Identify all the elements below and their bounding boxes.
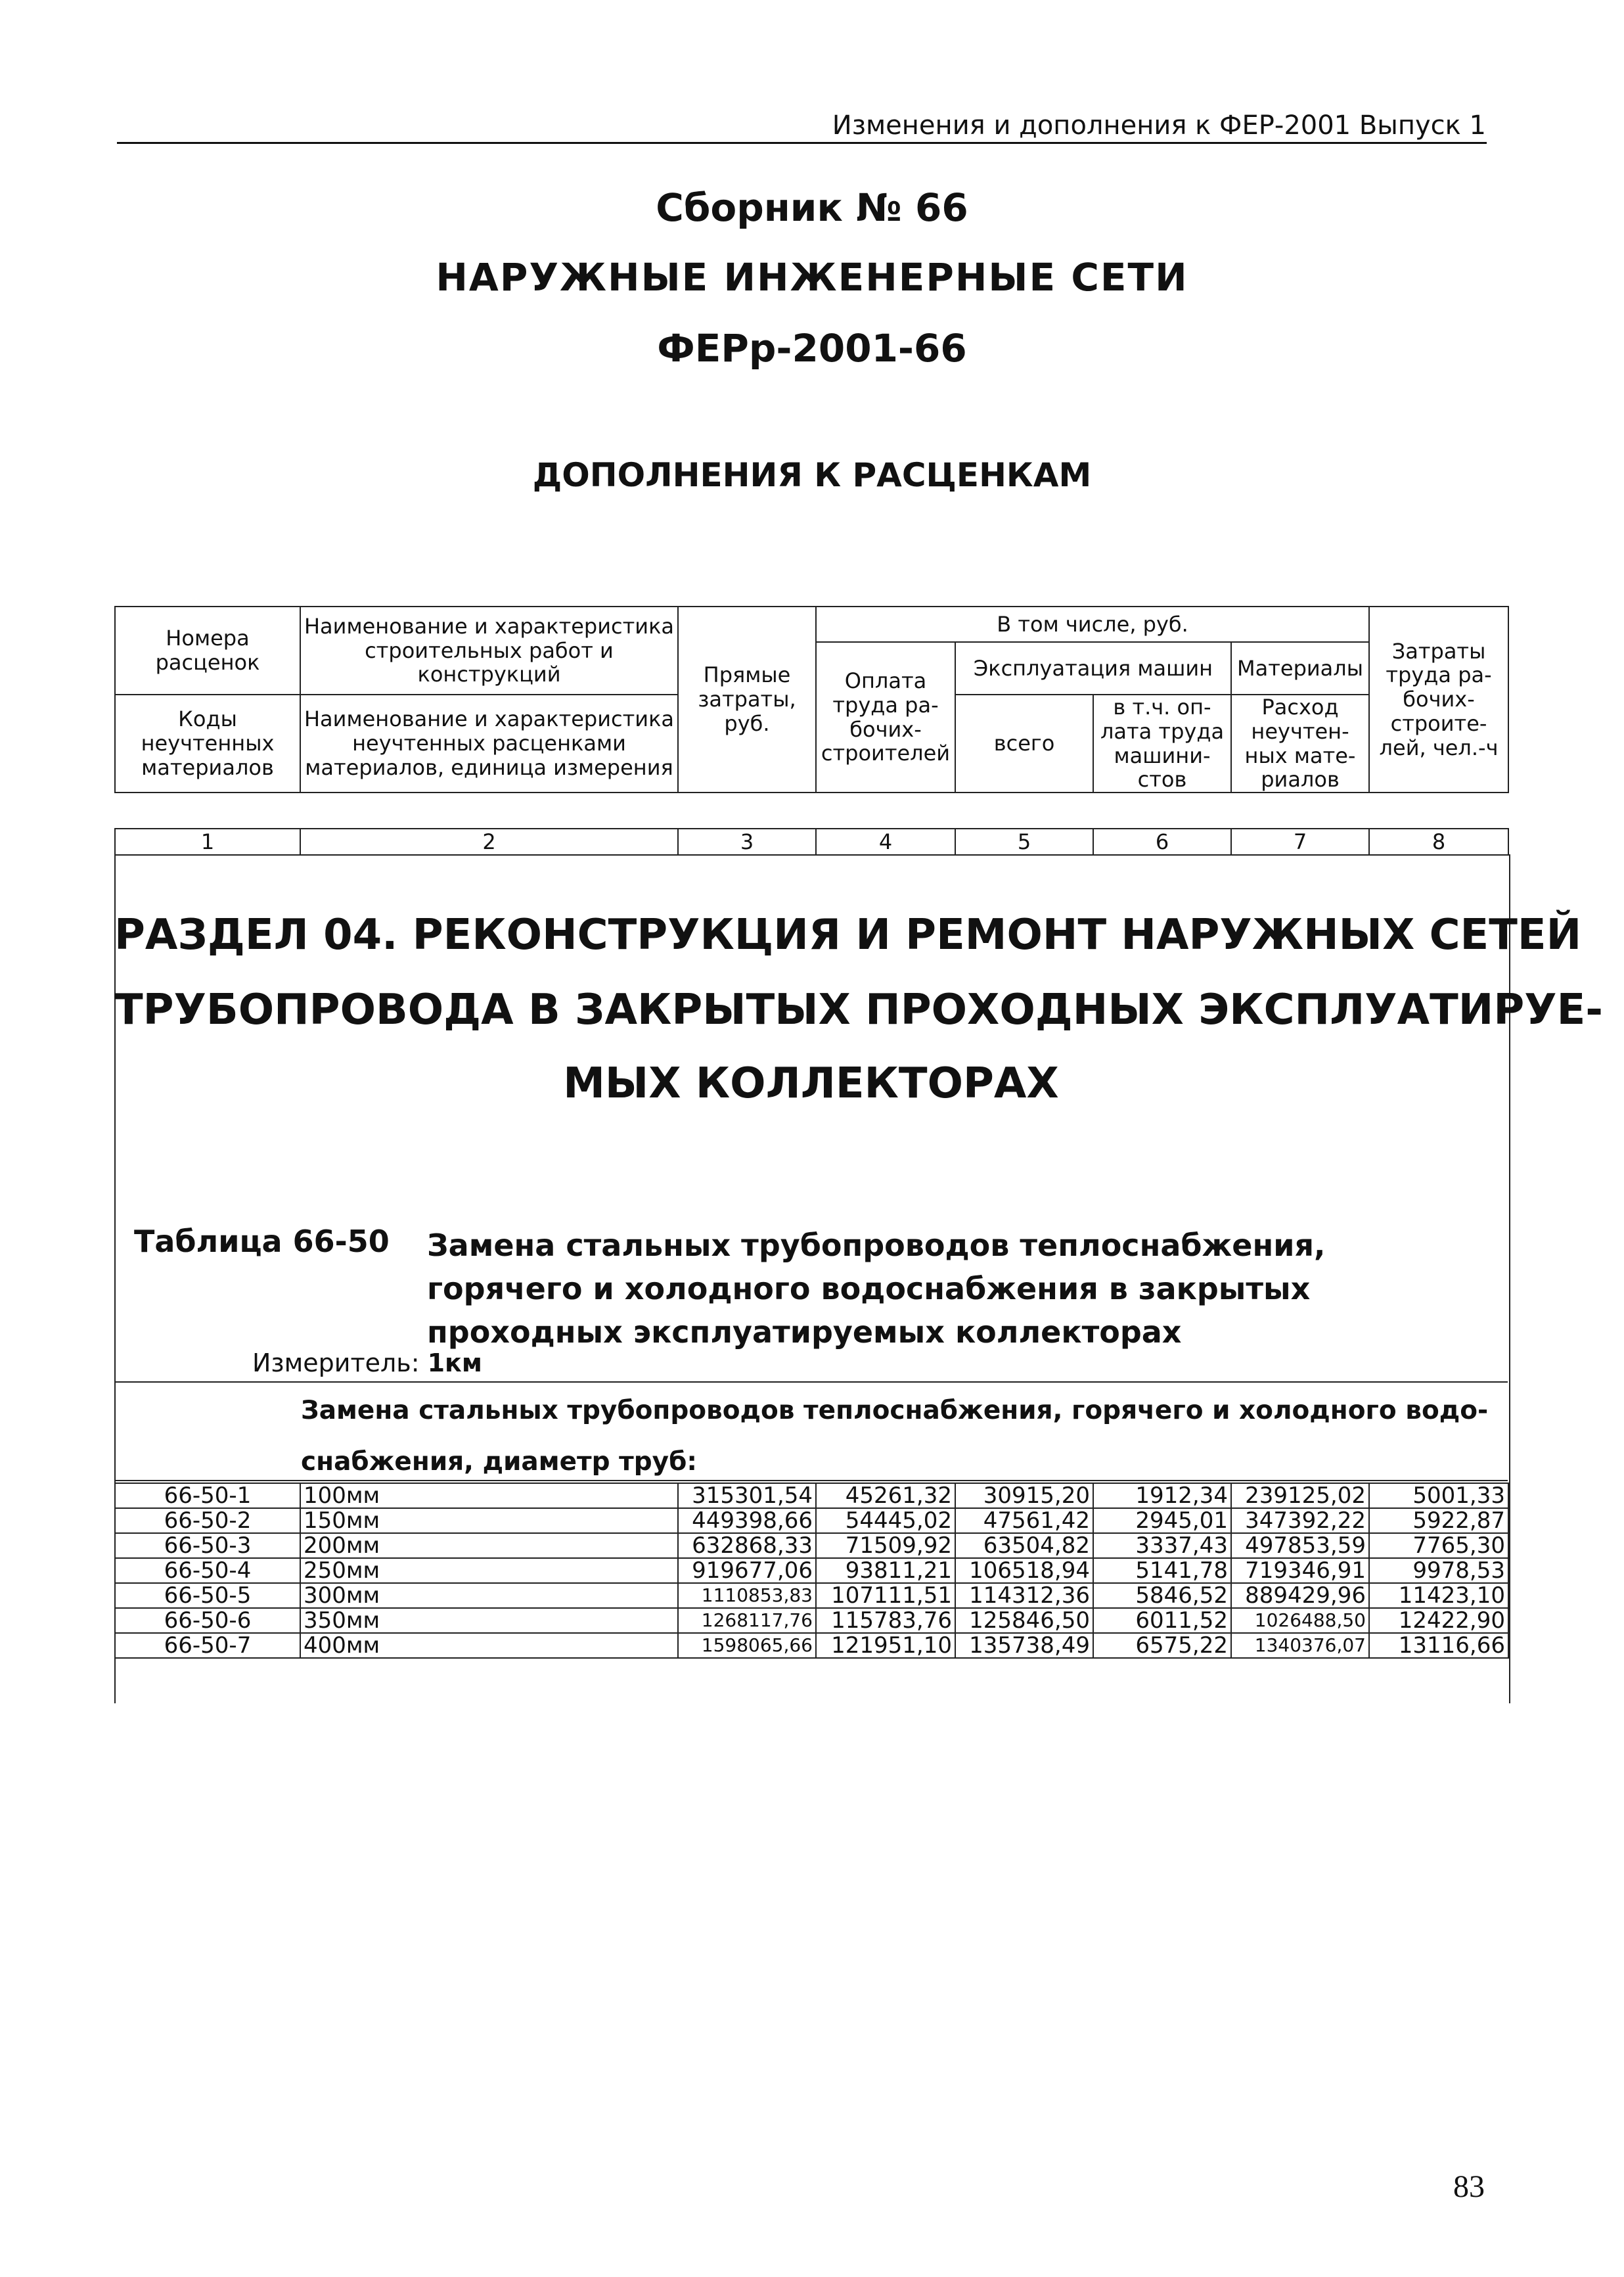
table-row bbox=[115, 1608, 1508, 1633]
cell-c3: 919677,06 bbox=[678, 1558, 816, 1583]
cell-c8: 9978,53 bbox=[1369, 1558, 1508, 1583]
unit-label: Измеритель: bbox=[252, 1348, 420, 1377]
cell-c3: 632868,33 bbox=[678, 1533, 816, 1558]
header-materials: Материалы bbox=[1231, 642, 1369, 695]
section-title-line3: МЫХ КОЛЛЕКТОРАХ bbox=[563, 1059, 1059, 1108]
collection-code: ФЕРр-2001-66 bbox=[657, 326, 967, 371]
cell-c7: 1340376,07 bbox=[1231, 1633, 1369, 1658]
cell-c7: 347392,22 bbox=[1231, 1508, 1369, 1533]
cell-name: 100мм bbox=[300, 1483, 678, 1508]
cell-name: 150мм bbox=[300, 1508, 678, 1533]
cell-code: 66-50-5 bbox=[115, 1583, 300, 1608]
column-number: 3 bbox=[678, 829, 816, 855]
caption-rule bbox=[114, 1381, 1508, 1383]
header-including: В том числе, руб. bbox=[816, 607, 1369, 642]
cell-c8: 5922,87 bbox=[1369, 1508, 1508, 1533]
cell-c3: 1598065,66 bbox=[678, 1633, 816, 1658]
header-labor-costs: Затраты труда ра-бочих-строите-лей, чел.-ч bbox=[1369, 607, 1508, 793]
cell-code: 66-50-1 bbox=[115, 1483, 300, 1508]
header-codes-top: Номера расценок bbox=[115, 607, 300, 695]
cell-c6: 2945,01 bbox=[1093, 1508, 1231, 1533]
header-machines-total: всего bbox=[955, 695, 1093, 793]
cell-code: 66-50-6 bbox=[115, 1608, 300, 1633]
header-wages: Оплата труда ра-бочих-строителей bbox=[816, 642, 955, 793]
cell-c4: 45261,32 bbox=[816, 1483, 955, 1508]
cell-c7: 239125,02 bbox=[1231, 1483, 1369, 1508]
cell-c7: 497853,59 bbox=[1231, 1533, 1369, 1558]
cell-c4: 107111,51 bbox=[816, 1583, 955, 1608]
running-header: Изменения и дополнения к ФЕР-2001 Выпуск 1 bbox=[832, 110, 1486, 141]
cell-c6: 1912,34 bbox=[1093, 1483, 1231, 1508]
cell-c4: 93811,21 bbox=[816, 1558, 955, 1583]
column-header-table bbox=[114, 606, 1509, 793]
column-number: 8 bbox=[1369, 829, 1508, 855]
cell-name: 300мм bbox=[300, 1583, 678, 1608]
table-row bbox=[115, 1633, 1508, 1658]
header-name-bottom: Наименование и характеристика неучтенных расценками материалов, единица измерения bbox=[300, 695, 678, 793]
header-machines: Эксплуатация машин bbox=[955, 642, 1231, 695]
cell-c7: 1026488,50 bbox=[1231, 1608, 1369, 1633]
cell-c5: 114312,36 bbox=[955, 1583, 1093, 1608]
collection-name: НАРУЖНЫЕ ИНЖЕНЕРНЫЕ СЕТИ bbox=[436, 255, 1188, 300]
cell-c4: 121951,10 bbox=[816, 1633, 955, 1658]
cell-name: 350мм bbox=[300, 1608, 678, 1633]
cell-c5: 106518,94 bbox=[955, 1558, 1093, 1583]
rates-table bbox=[114, 1483, 1509, 1659]
table-row bbox=[115, 1533, 1508, 1558]
group-title: Замена стальных трубопроводов теплоснабжения, горячего и холодного водо-снабжения, диаметр труб: bbox=[301, 1396, 1489, 1477]
cell-c6: 6575,22 bbox=[1093, 1633, 1231, 1658]
column-number: 7 bbox=[1231, 829, 1369, 855]
column-number: 2 bbox=[300, 829, 678, 855]
cell-c6: 3337,43 bbox=[1093, 1533, 1231, 1558]
document-subtitle: ДОПОЛНЕНИЯ К РАСЦЕНКАМ bbox=[532, 456, 1092, 494]
cell-c4: 115783,76 bbox=[816, 1608, 955, 1633]
group-rule bbox=[114, 1480, 1508, 1481]
header-name-top: Наименование и характеристика строительных работ и конструкций bbox=[300, 607, 678, 695]
cell-c7: 719346,91 bbox=[1231, 1558, 1369, 1583]
table-row bbox=[115, 1558, 1508, 1583]
cell-c5: 135738,49 bbox=[955, 1633, 1093, 1658]
header-unaccounted-materials: Расход неучтен-ных мате-риалов bbox=[1231, 695, 1369, 793]
column-number: 5 bbox=[955, 829, 1093, 855]
cell-c8: 12422,90 bbox=[1369, 1608, 1508, 1633]
cell-c5: 30915,20 bbox=[955, 1483, 1093, 1508]
unit-of-measure bbox=[252, 1348, 482, 1377]
cell-c8: 5001,33 bbox=[1369, 1483, 1508, 1508]
cell-c3: 1268117,76 bbox=[678, 1608, 816, 1633]
table-number: Таблица 66-50 bbox=[134, 1224, 390, 1259]
collection-title: Сборник № 66 bbox=[656, 185, 968, 230]
header-codes-bottom: Коды неучтенных материалов bbox=[115, 695, 300, 793]
cell-c4: 54445,02 bbox=[816, 1508, 955, 1533]
cell-c6: 6011,52 bbox=[1093, 1608, 1231, 1633]
table-row bbox=[115, 1508, 1508, 1533]
cell-code: 66-50-7 bbox=[115, 1633, 300, 1658]
header-rule bbox=[117, 142, 1487, 144]
section-title-line2: ТРУБОПРОВОДА В ЗАКРЫТЫХ ПРОХОДНЫХ ЭКСПЛУАТИРУЕ- bbox=[114, 986, 1603, 1034]
page-number: 83 bbox=[1453, 2169, 1485, 2204]
cell-c3: 1110853,83 bbox=[678, 1583, 816, 1608]
cell-c3: 315301,54 bbox=[678, 1483, 816, 1508]
cell-code: 66-50-3 bbox=[115, 1533, 300, 1558]
cell-code: 66-50-2 bbox=[115, 1508, 300, 1533]
column-number-row bbox=[114, 828, 1509, 856]
table-title: Замена стальных трубопроводов теплоснабжения, горячего и холодного водоснабжения в закрытых проходных эксплуатируемых коллекторах bbox=[427, 1228, 1326, 1350]
cell-c7: 889429,96 bbox=[1231, 1583, 1369, 1608]
section-title-line1: РАЗДЕЛ 04. РЕКОНСТРУКЦИЯ И РЕМОНТ НАРУЖНЫХ СЕТЕЙ bbox=[114, 911, 1582, 959]
unit-value: 1км bbox=[427, 1348, 482, 1377]
table-row bbox=[115, 1583, 1508, 1608]
cell-c3: 449398,66 bbox=[678, 1508, 816, 1533]
header-machinist-wages: в т.ч. оп-лата труда машини-стов bbox=[1093, 695, 1231, 793]
cell-c6: 5846,52 bbox=[1093, 1583, 1231, 1608]
column-number: 6 bbox=[1093, 829, 1231, 855]
cell-c8: 11423,10 bbox=[1369, 1583, 1508, 1608]
table-row bbox=[115, 1483, 1508, 1508]
cell-c6: 5141,78 bbox=[1093, 1558, 1231, 1583]
cell-code: 66-50-4 bbox=[115, 1558, 300, 1583]
cell-name: 250мм bbox=[300, 1558, 678, 1583]
cell-c8: 13116,66 bbox=[1369, 1633, 1508, 1658]
cell-name: 400мм bbox=[300, 1633, 678, 1658]
column-number: 4 bbox=[816, 829, 955, 855]
cell-c5: 63504,82 bbox=[955, 1533, 1093, 1558]
cell-name: 200мм bbox=[300, 1533, 678, 1558]
cell-c5: 125846,50 bbox=[955, 1608, 1093, 1633]
cell-c8: 7765,30 bbox=[1369, 1533, 1508, 1558]
header-direct-costs: Прямые затраты, руб. bbox=[678, 607, 816, 793]
cell-c4: 71509,92 bbox=[816, 1533, 955, 1558]
cell-c5: 47561,42 bbox=[955, 1508, 1093, 1533]
column-number: 1 bbox=[115, 829, 300, 855]
